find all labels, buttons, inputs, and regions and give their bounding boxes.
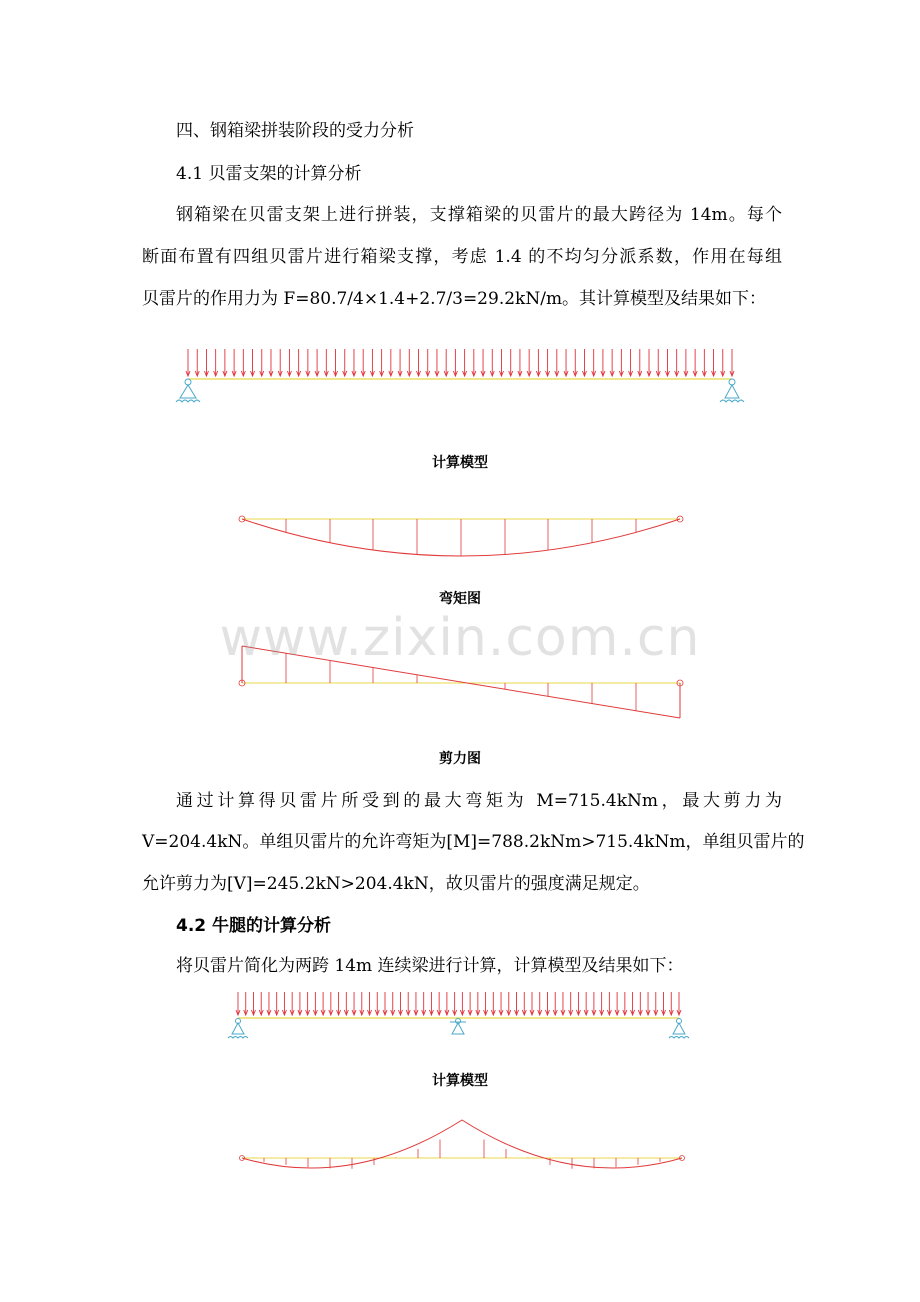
paragraph-3: 将贝雷片简化为两跨 14m 连续梁进行计算，计算模型及结果如下：: [176, 956, 684, 976]
paragraph-2-line-2: V=204.4kN。单组贝雷片的允许弯矩为[M]=788.2kNm>715.4kNm，单组贝雷片的: [142, 832, 805, 852]
caption-model-1: 计算模型: [432, 455, 488, 471]
moment-diagram-2: [232, 1110, 692, 1190]
left-support-icon: [228, 1019, 248, 1039]
distributed-load-arrows: [236, 992, 681, 1015]
watermark: www.zixin.com.cn: [219, 608, 701, 668]
middle-support-icon: [450, 1019, 466, 1035]
right-support-icon: [720, 379, 744, 402]
paragraph-1-line-1: 钢箱梁在贝雷支架上进行拼装，支撑箱梁的贝雷片的最大跨径为 14m。每个: [176, 205, 782, 225]
left-support-icon: [176, 379, 200, 402]
subsection-title-4-1: 4.1 贝雷支架的计算分析: [176, 164, 362, 184]
paragraph-2-line-3: 允许剪力为[V]=245.2kN>204.4kN，故贝雷片的强度满足规定。: [142, 874, 650, 894]
caption-moment-1: 弯矩图: [439, 591, 481, 607]
distributed-load-arrows: [186, 349, 734, 376]
model-diagram-1: [170, 340, 750, 412]
section-title: 四、钢箱梁拼装阶段的受力分析: [176, 121, 414, 141]
paragraph-2-line-1: 通过计算得贝雷片所受到的最大弯矩为 M=715.4kNm，最大剪力为: [176, 791, 782, 811]
right-support-icon: [669, 1019, 689, 1039]
caption-model-2: 计算模型: [432, 1073, 488, 1089]
caption-shear-1: 剪力图: [439, 751, 481, 767]
model-diagram-2: [224, 988, 694, 1044]
moment-ordinates: [264, 1139, 660, 1168]
moment-diagram-1: [232, 508, 692, 568]
paragraph-1-line-3: 贝雷片的作用力为 F=80.7/4×1.4+2.7/3=29.2kN/m。其计算模型及结果如下：: [142, 289, 767, 309]
paragraph-1-line-2: 断面布置有四组贝雷片进行箱梁支撑，考虑 1.4 的不均匀分派系数，作用在每组: [142, 247, 782, 267]
subsection-title-4-2: 4.2 牛腿的计算分析: [176, 916, 332, 936]
moment-ordinates: [286, 519, 636, 556]
